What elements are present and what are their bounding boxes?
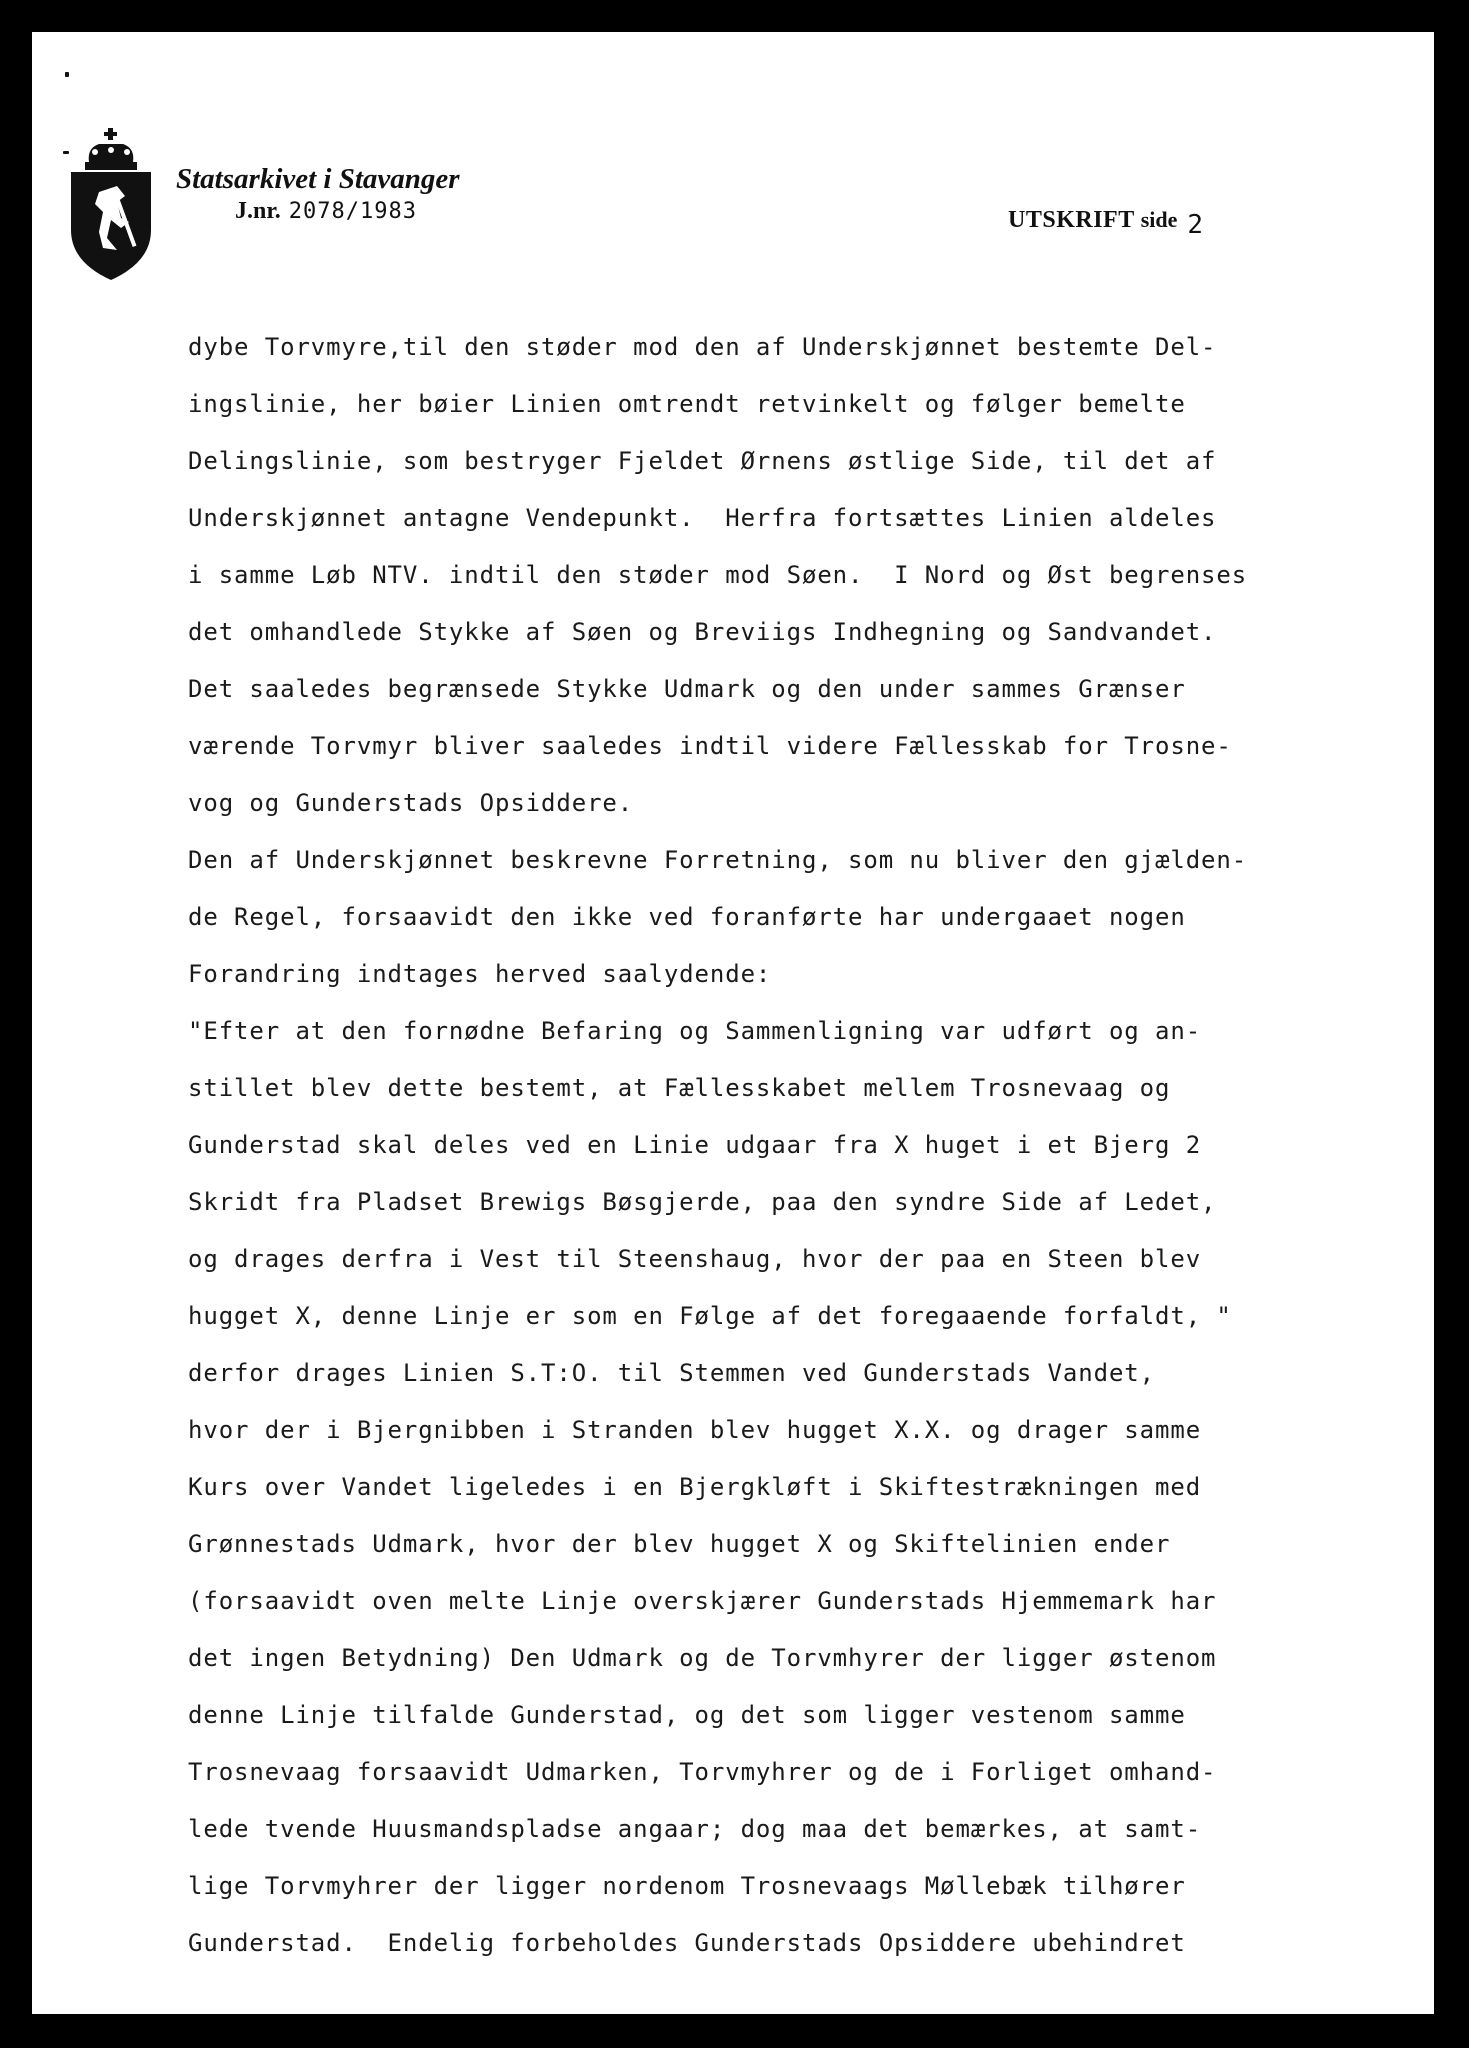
text-line: "Efter at den fornødne Befaring og Sammenligning var udført og an- xyxy=(188,1017,1202,1045)
page-number: 2 xyxy=(1187,210,1204,240)
archive-name: Statsarkivet i Stavanger xyxy=(176,163,460,195)
text-line: værende Torvmyr bliver saaledes indtil videre Fællesskab for Trosne- xyxy=(188,732,1232,760)
text-line: Gunderstad. Endelig forbeholdes Gunderstads Opsiddere ubehindret xyxy=(188,1929,1186,1957)
text-line: det omhandlede Stykke af Søen og Breviigs Indhegning og Sandvandet. xyxy=(188,618,1217,646)
text-line: Kurs over Vandet ligeledes i en Bjergkløft i Skiftestrækningen med xyxy=(188,1473,1202,1501)
utskrift-label: UTSKRIFT xyxy=(1008,207,1135,233)
text-line: lige Torvmyhrer der ligger nordenom Trosnevaags Møllebæk tilhører xyxy=(188,1872,1186,1900)
coat-of-arms-logo xyxy=(59,100,163,280)
journal-number-value: 2078/1983 xyxy=(288,199,418,224)
text-line: dybe Torvmyre,til den støder mod den af Underskjønnet bestemte Del- xyxy=(188,333,1217,361)
text-line: Skridt fra Pladset Brewigs Bøsgjerde, paa den syndre Side af Ledet, xyxy=(188,1188,1217,1216)
text-line: Den af Underskjønnet beskrevne Forretning, som nu bliver den gjælden- xyxy=(188,846,1248,874)
text-line: det ingen Betydning) Den Udmark og de Torvmhyrer der ligger østenom xyxy=(188,1644,1217,1672)
text-line: denne Linje tilfalde Gunderstad, og det som ligger vestenom samme xyxy=(188,1701,1186,1729)
text-line: derfor drages Linien S.T:O. til Stemmen ved Gunderstads Vandet, xyxy=(188,1359,1156,1387)
journal-number xyxy=(235,198,417,225)
text-line: Underskjønnet antagne Vendepunkt. Herfra fortsættes Linien aldeles xyxy=(188,504,1217,532)
text-line: stillet blev dette bestemt, at Fællesskabet mellem Trosnevaag og xyxy=(188,1074,1171,1102)
text-line: (forsaavidt oven melte Linje overskjærer Gunderstads Hjemmemark har xyxy=(188,1587,1217,1615)
scan-speck xyxy=(65,72,69,77)
text-line: Delingslinie, som bestryger Fjeldet Ørnens østlige Side, til det af xyxy=(188,447,1217,475)
text-line: i samme Løb NTV. indtil den støder mod Søen. I Nord og Øst begrenses xyxy=(188,561,1248,589)
side-label: side xyxy=(1140,207,1178,232)
journal-number-label: J.nr. xyxy=(235,198,281,224)
text-line: hvor der i Bjergnibben i Stranden blev hugget X.X. og drager samme xyxy=(188,1416,1202,1444)
text-line: og drages derfra i Vest til Steenshaug, hvor der paa en Steen blev xyxy=(188,1245,1202,1273)
page-indicator xyxy=(1008,204,1204,240)
text-line: lede tvende Huusmandspladse angaar; dog maa det bemærkes, at samt- xyxy=(188,1815,1202,1843)
text-line: ingslinie, her bøier Linien omtrendt retvinkelt og følger bemelte xyxy=(188,390,1186,418)
text-line: Grønnestads Udmark, hvor der blev hugget X og Skiftelinien ender xyxy=(188,1530,1171,1558)
text-line: de Regel, forsaavidt den ikke ved foranførte har undergaaet nogen xyxy=(188,903,1186,931)
text-line: vog og Gunderstads Opsiddere. xyxy=(188,789,634,817)
text-line: Det saaledes begrænsede Stykke Udmark og den under sammes Grænser xyxy=(188,675,1186,703)
text-line: Trosnevaag forsaavidt Udmarken, Torvmyhrer og de i Forliget omhand- xyxy=(188,1758,1217,1786)
text-line: hugget X, denne Linje er som en Følge af det foregaaende forfaldt, " xyxy=(188,1302,1232,1330)
text-line: Forandring indtages herved saalydende: xyxy=(188,960,772,988)
text-line: Gunderstad skal deles ved en Linie udgaar fra X huget i et Bjerg 2 xyxy=(188,1131,1202,1159)
